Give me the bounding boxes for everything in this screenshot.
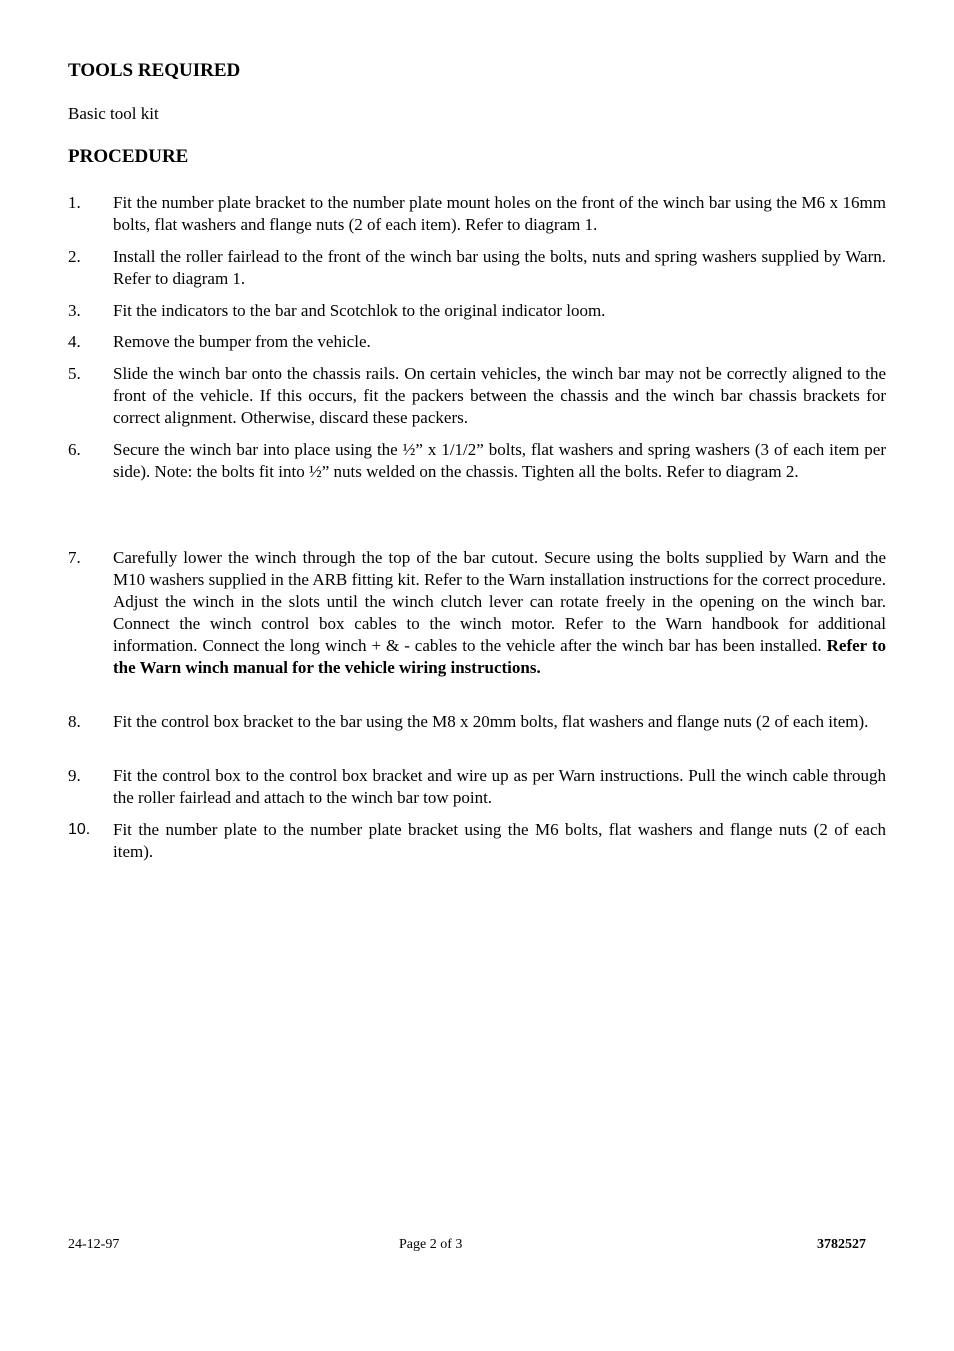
procedure-step	[68, 300, 886, 322]
step-text-container	[113, 547, 886, 679]
step-text: Install the roller fairlead to the front of the winch bar using the bolts, nuts and spring washers supplied by Warn. Refer to diagram 1.	[113, 247, 886, 288]
procedure-step	[68, 711, 886, 733]
step-text: Fit the indicators to the bar and Scotchlok to the original indicator loom.	[113, 301, 606, 320]
step-text: Slide the winch bar onto the chassis rails. On certain vehicles, the winch bar may not be correctly aligned to the front of the vehicle. If this occurs, fit the packers between the chassis and the winch bar chassis brackets for correct alignment. Otherwise, discard these packers.	[113, 364, 886, 427]
step-number: 2.	[68, 247, 81, 266]
step-number: 7.	[68, 548, 81, 567]
footer-date: 24-12-97	[68, 1237, 120, 1252]
step-number: 5.	[68, 364, 81, 383]
procedure-step	[68, 331, 886, 353]
step-text: Fit the number plate to the number plate bracket using the M6 bolts, flat washers and flange nuts (2 of each item).	[113, 820, 886, 861]
step-text: Remove the bumper from the vehicle.	[113, 332, 371, 351]
procedure-step	[68, 765, 886, 809]
procedure-step	[68, 192, 886, 236]
step-number: 9.	[68, 766, 81, 785]
step-number: 8.	[68, 712, 81, 731]
procedure-step	[68, 363, 886, 429]
procedure-step	[68, 439, 886, 483]
step-number: 1.	[68, 193, 81, 212]
footer-document-number: 3782527	[817, 1237, 866, 1252]
tools-required-text: Basic tool kit	[68, 104, 159, 123]
procedure-step	[68, 819, 886, 863]
step-text: Secure the winch bar into place using the ½” x 1/1/2” bolts, flat washers and spring washers (3 of each item per side). Note: the bolts fit into ½” nuts welded on the chassis. Tighten all the bolts. Refer to diagram 2.	[113, 440, 886, 481]
step-text: Fit the control box to the control box bracket and wire up as per Warn instructions. Pull the winch cable through the roller fairlead and attach to the winch bar tow point.	[113, 766, 886, 807]
procedure-step	[68, 246, 886, 290]
step-number: 10.	[68, 821, 91, 838]
procedure-heading: PROCEDURE	[68, 146, 189, 167]
tools-required-heading: TOOLS REQUIRED	[68, 60, 241, 81]
step-number: 4.	[68, 332, 81, 351]
procedure-step	[68, 547, 886, 679]
step-text: Fit the control box bracket to the bar using the M8 x 20mm bolts, flat washers and flange nuts (2 of each item).	[113, 712, 869, 731]
footer-page-number: Page 2 of 3	[399, 1237, 463, 1252]
step-number: 3.	[68, 301, 81, 320]
step-number: 6.	[68, 440, 81, 459]
step-bold-note: Refer to the Warn winch manual for the vehicle wiring instructions.	[113, 636, 887, 677]
step-text: Fit the number plate bracket to the number plate mount holes on the front of the winch bar using the M6 x 16mm bolts, flat washers and flange nuts (2 of each item). Refer to diagram 1.	[113, 193, 886, 234]
step-text: Carefully lower the winch through the top of the bar cutout. Secure using the bolts supplied by Warn and the M10 washers supplied in the ARB fitting kit. Refer to the Warn installation instructions for the correct procedure. Adjust the winch in the slots until the winch clutch lever can rotate freely in the opening on the winch bar. Connect the winch control box cables to the winch motor. Refer to the Warn handbook for additional information. Connect the long winch + & - cables to the vehicle after the winch bar has been installed.	[113, 548, 886, 655]
